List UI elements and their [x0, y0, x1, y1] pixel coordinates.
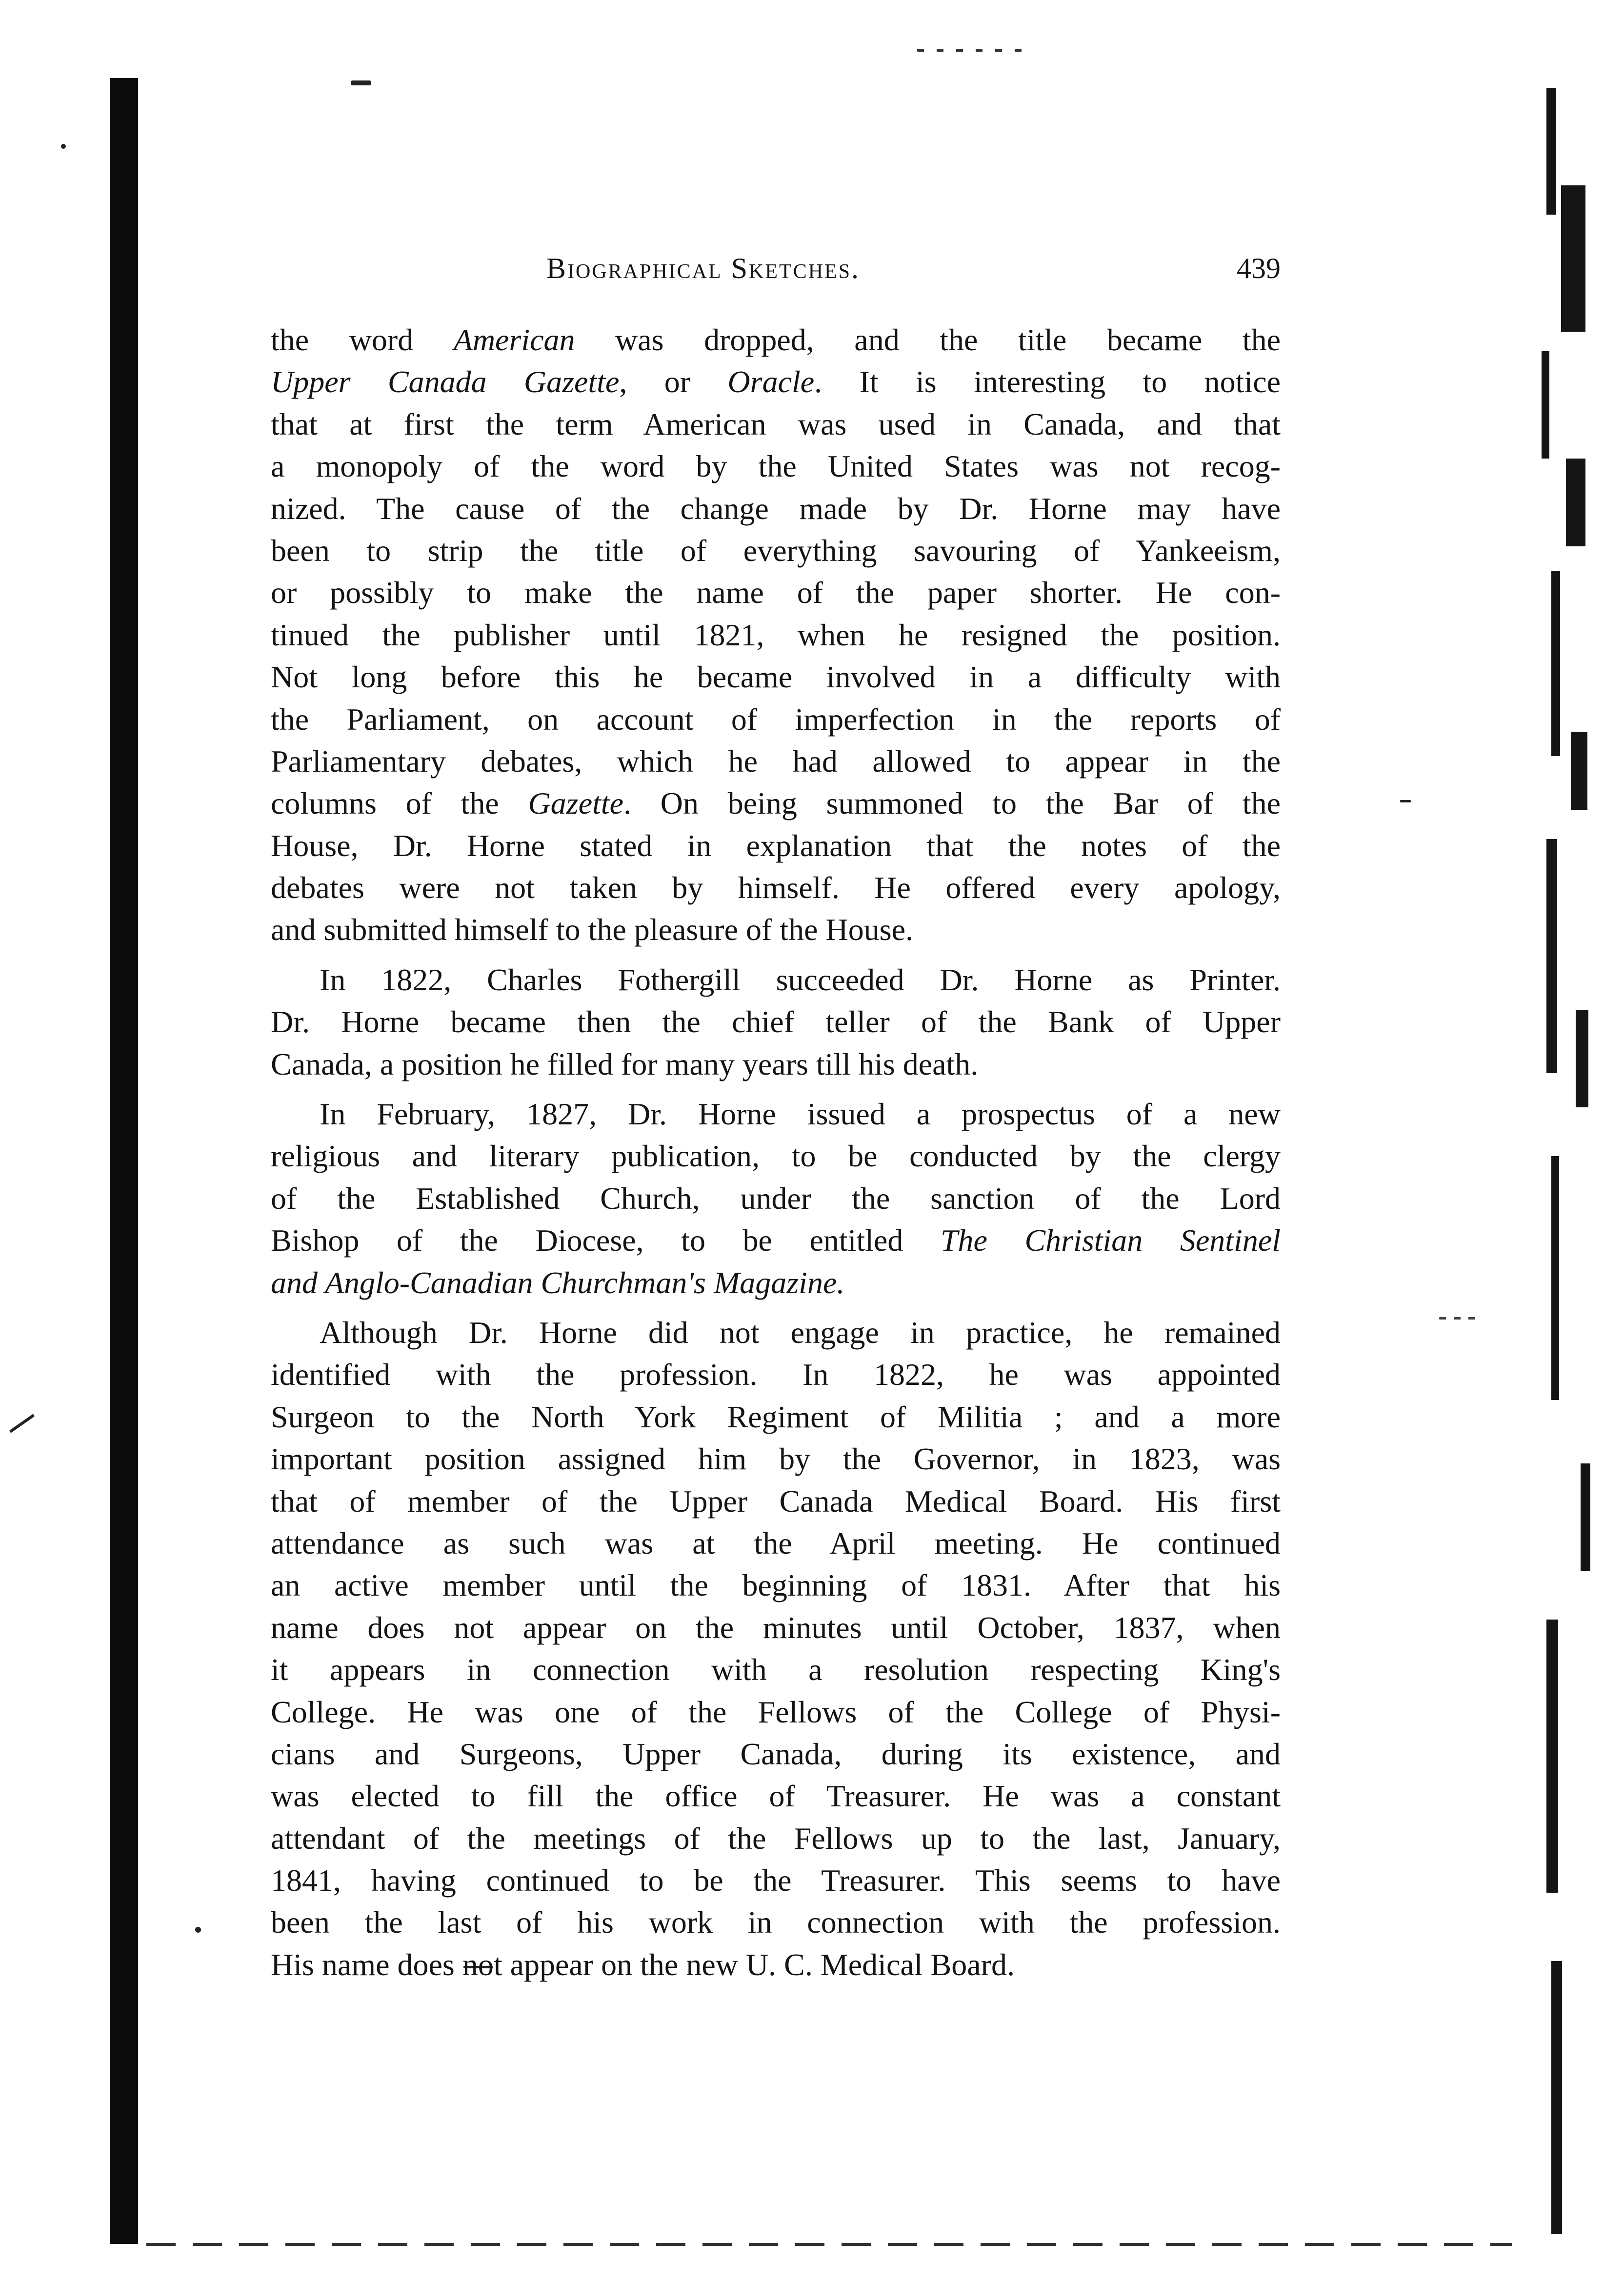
text-line: the word American was dropped, and the title became the — [271, 322, 1281, 357]
paragraph-2 — [271, 959, 1281, 1085]
body-text — [271, 319, 1281, 1986]
text-line: In February, 1827, Dr. Horne issued a prospectus of a new — [320, 1097, 1281, 1132]
text-line: attendance as such was at the April meeting. He continued — [271, 1525, 1281, 1561]
paragraph-4 — [271, 1312, 1281, 1986]
text-line: the Parliament, on account of imperfection in the reports of — [271, 701, 1281, 737]
text-line: identified with the profession. In 1822, he was appointed — [271, 1357, 1281, 1392]
text-line: His name does not appear on the new U. C. Medical Board. — [271, 1947, 1015, 1982]
paragraph-1 — [271, 319, 1281, 951]
text-line: Upper Canada Gazette, or Oracle. It is interesting to notice — [271, 364, 1281, 400]
text-line: In 1822, Charles Fothergill succeeded Dr. Horne as Printer. — [320, 962, 1281, 997]
text-line: name does not appear on the minutes until October, 1837, when — [271, 1610, 1281, 1645]
text-line: important position assigned him by the Governor, in 1823, was — [271, 1441, 1281, 1477]
scan-binding-shadow — [110, 78, 138, 2244]
text-line: an active member until the beginning of 1831. After that his — [271, 1568, 1281, 1603]
text-line: it appears in connection with a resolution respecting King's — [271, 1652, 1281, 1687]
text-line: Not long before this he became involved in a difficulty with — [271, 660, 1281, 695]
text-line: nized. The cause of the change made by Dr. Horne may have — [271, 491, 1281, 526]
text-line: been the last of his work in connection with the profession. — [271, 1905, 1281, 1940]
text-line: and submitted himself to the pleasure of the House. — [271, 912, 914, 947]
scan-speck — [1439, 1317, 1483, 1320]
text-line: was elected to fill the office of Treasurer. He was a constant — [271, 1779, 1281, 1814]
scan-speck — [195, 1927, 201, 1933]
text-line: College. He was one of the Fellows of the College of Physi- — [271, 1694, 1281, 1729]
text-line: cians and Surgeons, Upper Canada, during its existence, and — [271, 1736, 1281, 1771]
scan-speck — [351, 80, 371, 85]
text-line: attendant of the meetings of the Fellows up to the last, January, — [271, 1821, 1281, 1856]
text-line: House, Dr. Horne stated in explanation that the notes of the — [271, 828, 1281, 863]
text-line: religious and literary publication, to be conducted by the clergy — [271, 1139, 1281, 1174]
text-line: Dr. Horne became then the chief teller of the Bank of Upper — [271, 1004, 1281, 1040]
text-line: 1841, having continued to be the Treasurer. This seems to have — [271, 1863, 1281, 1898]
text-line: that of member of the Upper Canada Medical Board. His first — [271, 1483, 1281, 1519]
text-line: Canada, a position he filled for many years till his death. — [271, 1046, 979, 1081]
text-line: and Anglo-Canadian Churchman's Magazine. — [271, 1265, 845, 1300]
text-line: of the Established Church, under the sanction of the Lord — [271, 1181, 1281, 1216]
scan-speck — [61, 144, 66, 149]
text-line: that at first the term American was used in Canada, and that — [271, 406, 1281, 441]
scan-bottom-edge — [146, 2243, 1512, 2246]
page-number: 439 — [1237, 252, 1281, 284]
text-line: a monopoly of the word by the United States was not recog- — [271, 449, 1281, 484]
scan-page-edge — [1532, 59, 1590, 2254]
text-line: Bishop of the Diocese, to be entitled The Christian Sentinel — [271, 1223, 1281, 1258]
running-head — [271, 252, 1281, 291]
running-title: Biographical Sketches. — [546, 252, 861, 284]
scan-speck — [1400, 800, 1411, 802]
text-line: tinued the publisher until 1821, when he resigned the position. — [271, 617, 1281, 652]
text-line: or possibly to make the name of the paper shorter. He con- — [271, 575, 1281, 610]
text-line: Surgeon to the North York Regiment of Militia ; and a more — [271, 1399, 1281, 1434]
scan-speck — [917, 49, 1024, 52]
text-line: columns of the Gazette. On being summoned to the Bar of the — [271, 786, 1281, 821]
scan-speck — [9, 1414, 35, 1433]
text-line: Parliamentary debates, which he had allowed to appear in the — [271, 743, 1281, 779]
text-line: been to strip the title of everything savouring of Yankeeism, — [271, 533, 1281, 568]
paragraph-3 — [271, 1093, 1281, 1304]
text-line: Although Dr. Horne did not engage in practice, he remained — [320, 1315, 1281, 1350]
text-line: debates were not taken by himself. He offered every apology, — [271, 870, 1281, 905]
